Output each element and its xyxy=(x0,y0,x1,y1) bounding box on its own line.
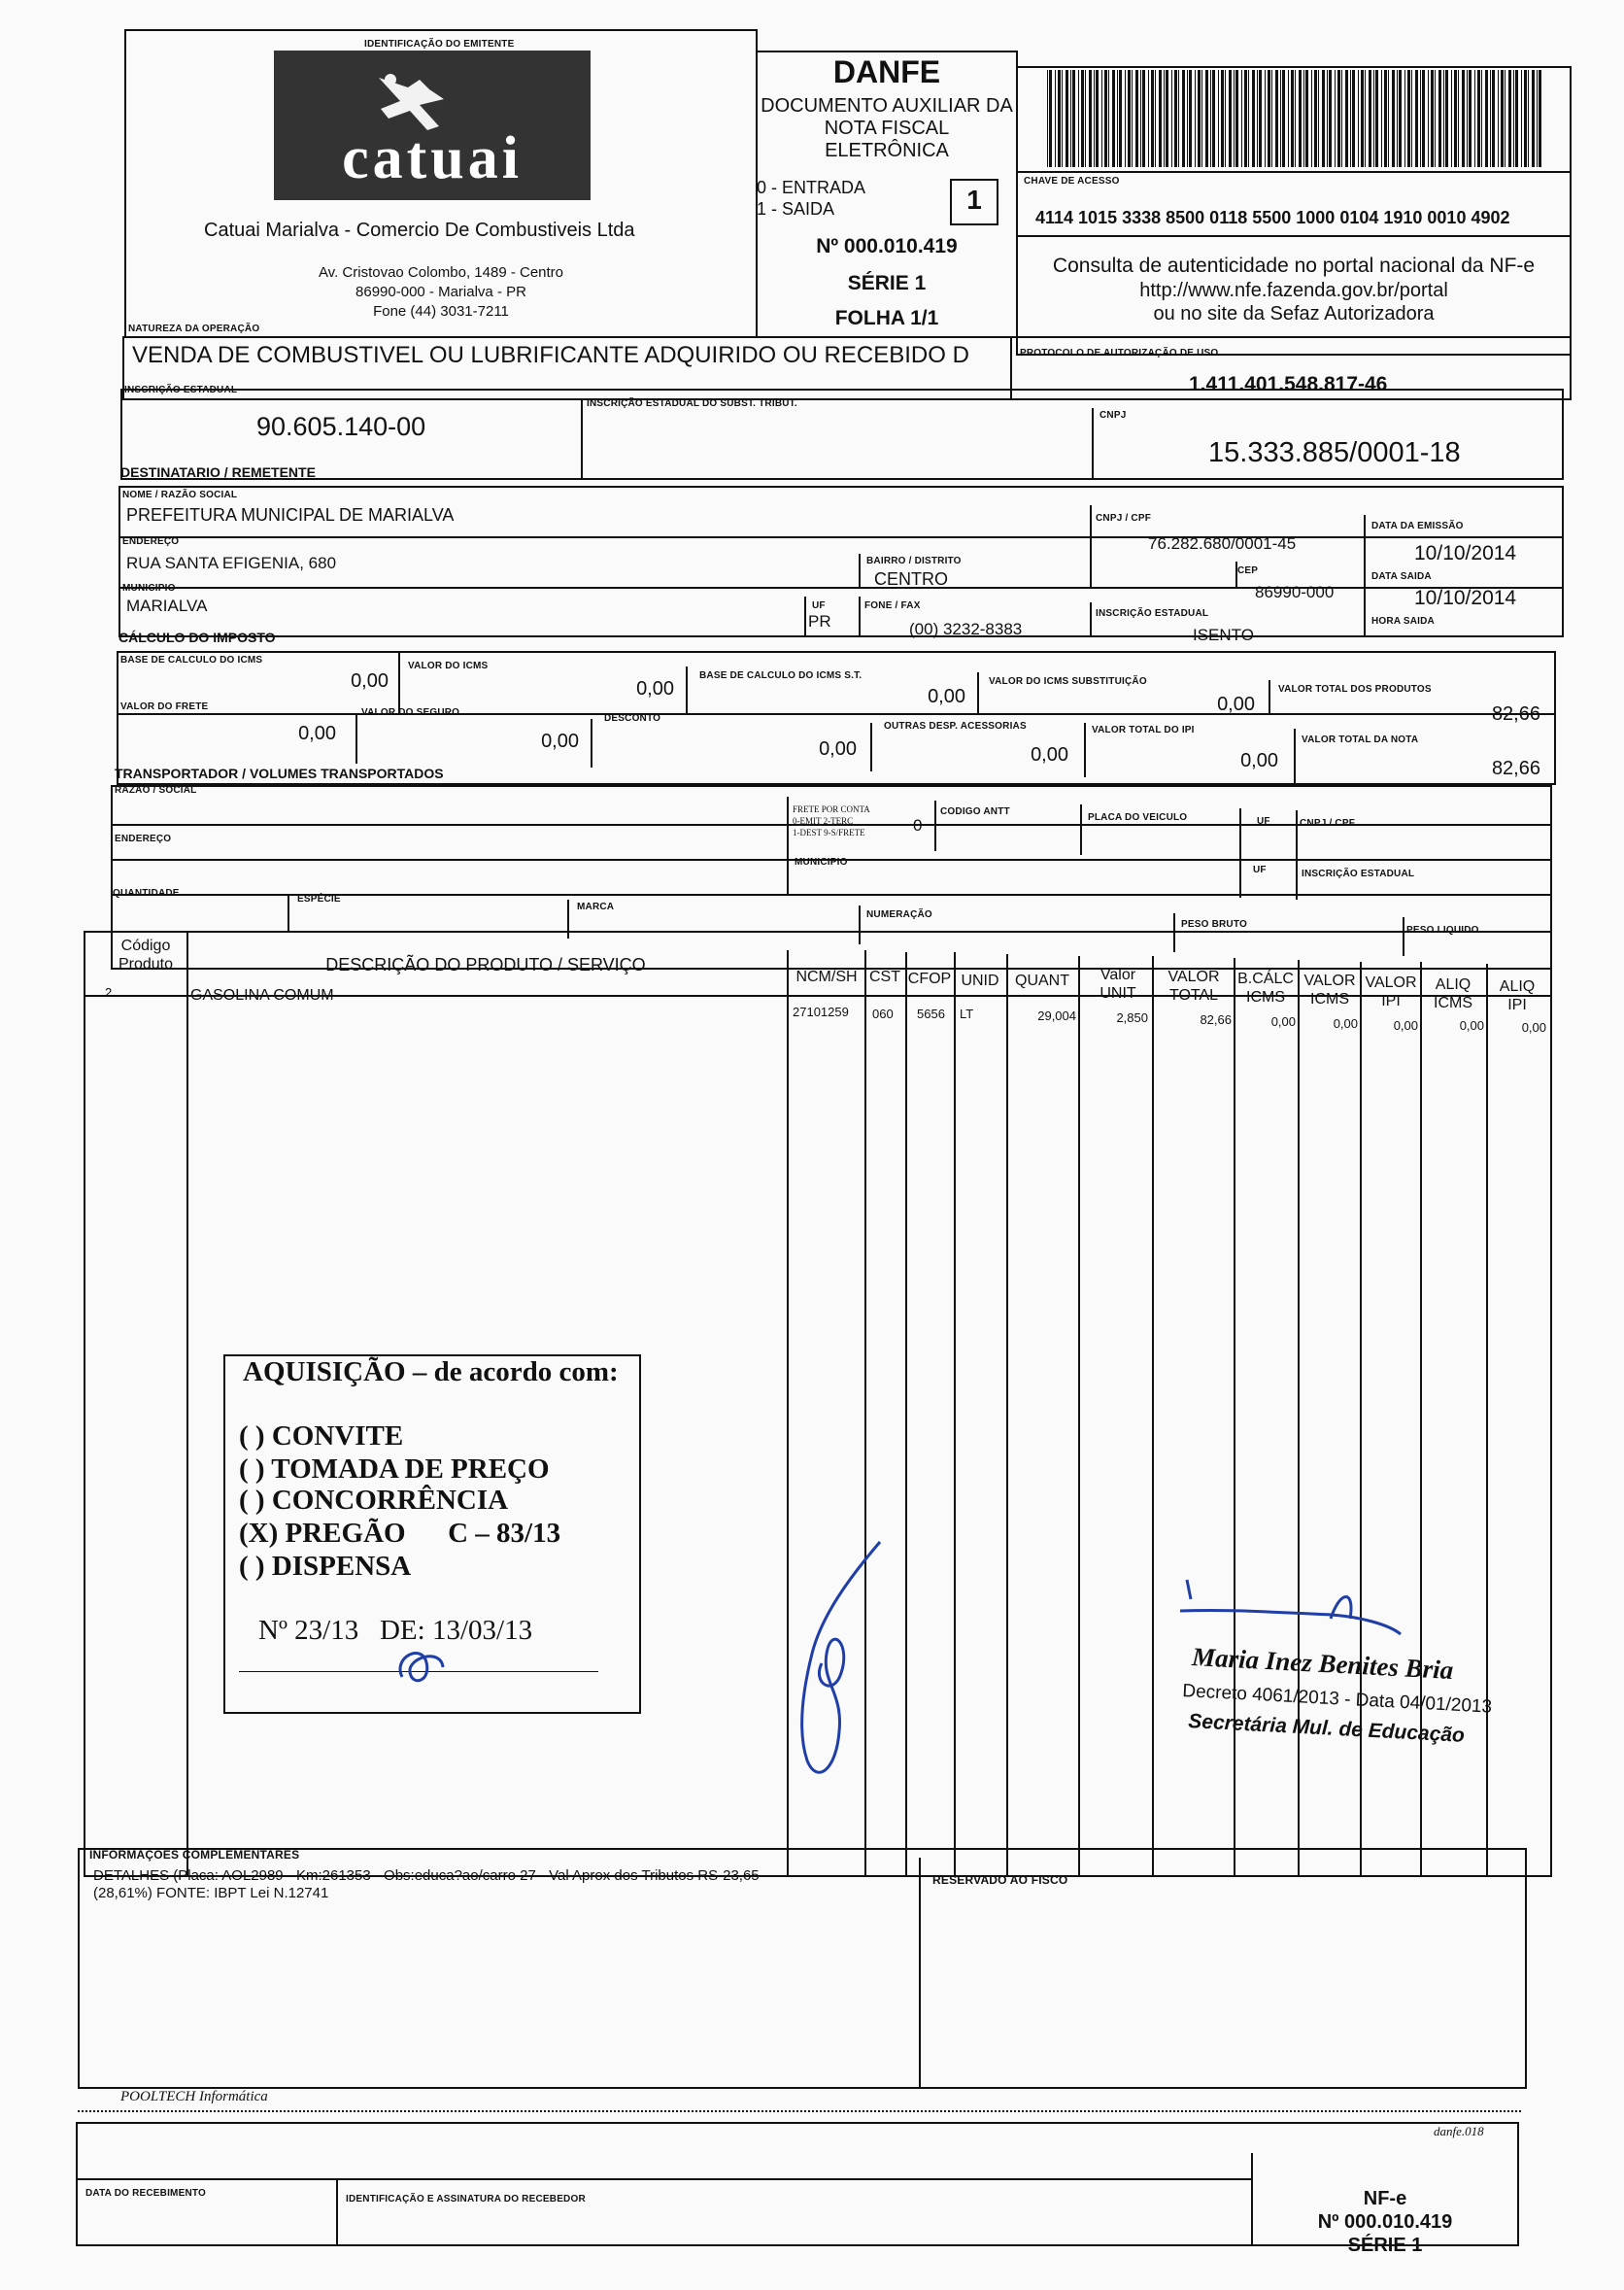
dest-cnpj-label: CNPJ / CPF xyxy=(1096,513,1152,524)
natureza-label: NATUREZA DA OPERAÇÃO xyxy=(128,324,260,334)
dest-fone: (00) 3232-8383 xyxy=(909,620,1023,638)
stamp-pregao: (X) PREGÃO C – 83/13 xyxy=(239,1518,561,1549)
outras-label: OUTRAS DESP. ACESSORIAS xyxy=(884,721,1027,732)
catuai-logo xyxy=(274,51,591,200)
danfe-code: danfe.018 xyxy=(1434,2124,1484,2138)
dest-endereco: RUA SANTA EFIGENIA, 680 xyxy=(126,554,337,572)
dest-nome: PREFEITURA MUNICIPAL DE MARIALVA xyxy=(126,505,455,525)
info-l1: DETALHES (Placa: AOL2989 - Km:261353 - Obs:educa?ao/carro 27 - Val Aprox dos Tributos RS-23,65 xyxy=(93,1867,760,1884)
row-bcalc: 0,00 xyxy=(1270,1014,1296,1029)
col-cst: CST xyxy=(869,969,900,985)
canhoto-serie: SÉRIE 1 xyxy=(1347,2235,1423,2256)
chave-url: http://www.nfe.fazenda.gov.br/portal xyxy=(1139,280,1448,301)
imposto-section: CÁLCULO DO IMPOSTO xyxy=(118,630,276,645)
dest-ie: ISENTO xyxy=(1193,626,1254,644)
danfe-serie: SÉRIE 1 xyxy=(847,272,927,294)
danfe-entrada: 0 - ENTRADA xyxy=(757,178,866,197)
dest-nome-label: NOME / RAZÃO SOCIAL xyxy=(122,490,238,500)
logo-text: catuai xyxy=(342,125,523,191)
danfe-tipo: 1 xyxy=(966,185,982,215)
transportador-section: TRANSPORTADOR / VOLUMES TRANSPORTADOS xyxy=(115,766,444,781)
dest-saida-label: DATA SAIDA xyxy=(1371,571,1432,582)
stamp-tomada: ( ) TOMADA DE PREÇO xyxy=(239,1453,550,1485)
base-st: 0,00 xyxy=(928,686,965,707)
seguro-label: VALOR DO SEGURO xyxy=(361,707,460,718)
marca-label: MARCA xyxy=(577,902,615,912)
col-cfop: CFOP xyxy=(907,971,952,987)
destinatario-section: DESTINATARIO / REMETENTE xyxy=(120,464,316,480)
barcode xyxy=(1047,70,1548,167)
dest-ie-label: INSCRIÇÃO ESTADUAL xyxy=(1096,608,1209,619)
stamp-dispensa: ( ) DISPENSA xyxy=(239,1551,412,1582)
col-quant: QUANT xyxy=(1015,973,1069,989)
dest-fone-label: FONE / FAX xyxy=(864,600,921,611)
row-vtotal: 82,66 xyxy=(1200,1012,1232,1027)
numeracao-label: NUMERAÇÃO xyxy=(866,909,932,920)
total-nota-label: VALOR TOTAL DA NOTA xyxy=(1302,735,1419,745)
dest-endereco-label: ENDEREÇO xyxy=(122,536,180,547)
row-vunit: 2,850 xyxy=(1116,1010,1148,1025)
col-bcalc: B.CÁLC ICMS xyxy=(1237,971,1294,1006)
stamp-numero: Nº 23/13 DE: 13/03/13 xyxy=(258,1615,533,1646)
icms-sub-label: VALOR DO ICMS SUBSTITUIÇÃO xyxy=(989,676,1147,687)
row-ncm: 27101259 xyxy=(793,1005,849,1019)
icms-sub: 0,00 xyxy=(1217,694,1255,715)
dest-uf-label: UF xyxy=(812,600,826,611)
transp-uf-label: UF xyxy=(1257,816,1270,827)
emitente-address: Av. Cristovao Colombo, 1489 - Centro xyxy=(318,264,564,281)
row-cfop: 5656 xyxy=(917,1007,945,1021)
signature-handwriting-icon xyxy=(1175,1570,1408,1648)
chave-consulta: Consulta de autenticidade no portal nacional da NF-e xyxy=(1052,255,1536,277)
col-vtotal: VALOR TOTAL xyxy=(1167,969,1220,1004)
stamp-convite: ( ) CONVITE xyxy=(239,1420,404,1452)
pooltech-credit: POOLTECH Informática xyxy=(120,2089,268,2104)
fisco-label: RESERVADO AO FISCO xyxy=(932,1873,1068,1887)
transp-uf2-label: UF xyxy=(1253,865,1267,875)
col-unid: UNID xyxy=(961,973,999,989)
dest-cep: 86990-000 xyxy=(1255,583,1335,601)
danfe-subtitle: DOCUMENTO AUXILIAR DA NOTA FISCAL ELETRÔNICA xyxy=(761,95,1013,161)
natureza-value: VENDA DE COMBUSTIVEL OU LUBRIFICANTE ADQUIRIDO OU RECEBIDO D xyxy=(132,342,969,368)
placa-label: PLACA DO VEICULO xyxy=(1088,812,1188,823)
stamp-initials-icon xyxy=(383,1638,460,1696)
emitente-city: 86990-000 - Marialva - PR xyxy=(355,284,526,300)
signer-decreto: Decreto 4061/2013 - Data 04/01/2013 xyxy=(1181,1681,1493,1718)
danfe-saida: 1 - SAIDA xyxy=(757,199,835,219)
dest-emissao-label: DATA DA EMISSÃO xyxy=(1371,521,1464,531)
info-label: INFORMAÇÕES COMPLEMENTARES xyxy=(89,1848,300,1862)
chave-label: CHAVE DE ACESSO xyxy=(1024,176,1120,187)
row-quant: 29,004 xyxy=(1037,1008,1076,1023)
transp-ie-label: INSCRIÇÃO ESTADUAL xyxy=(1302,869,1415,879)
col-aliq-ipi: ALIQ IPI xyxy=(1499,978,1536,1013)
protocolo-label: PROTOCOLO DE AUTORIZAÇÃO DE USO xyxy=(1020,348,1219,359)
ipi-label: VALOR TOTAL DO IPI xyxy=(1092,725,1195,735)
protocolo-value: 1.411.401.548.817-46 xyxy=(1189,373,1388,395)
ie-label: INSCRIÇÃO ESTADUAL xyxy=(124,385,238,395)
info-l2: (28,61%) FONTE: IBPT Lei N.12741 xyxy=(93,1885,329,1901)
dest-emissao: 10/10/2014 xyxy=(1414,542,1517,564)
valor-icms-label: VALOR DO ICMS xyxy=(408,661,489,671)
row-cst: 060 xyxy=(872,1007,894,1021)
total-prod-label: VALOR TOTAL DOS PRODUTOS xyxy=(1278,684,1432,695)
row-vipi: 0,00 xyxy=(1393,1018,1418,1033)
frete: 0,00 xyxy=(298,723,336,744)
danfe-title: DANFE xyxy=(832,54,941,89)
signer-cargo: Secretária Mul. de Educação xyxy=(1187,1710,1466,1747)
ipi: 0,00 xyxy=(1240,750,1278,771)
dest-uf: PR xyxy=(808,612,831,631)
emitente-phone: Fone (44) 3031-7211 xyxy=(373,303,509,320)
frete-l2: 0-EMIT 2-TERC xyxy=(793,816,854,826)
stamp-concorrencia: ( ) CONCORRÊNCIA xyxy=(239,1485,509,1516)
danfe-numero: Nº 000.010.419 xyxy=(816,235,958,257)
frete-l1: FRETE POR CONTA xyxy=(793,804,870,814)
chave-sefaz: ou no site da Sefaz Autorizadora xyxy=(1153,303,1435,325)
emitente-name: Catuai Marialva - Comercio De Combustiveis Ltda xyxy=(204,220,635,241)
danfe-folha: FOLHA 1/1 xyxy=(834,307,939,329)
col-vunit: Valor UNIT xyxy=(1100,967,1136,1002)
antt-label: CODIGO ANTT xyxy=(940,806,1010,817)
desconto: 0,00 xyxy=(819,738,857,760)
seguro: 0,00 xyxy=(541,731,579,752)
dest-cnpj: 76.282.680/0001-45 xyxy=(1148,534,1297,553)
frete-label: VALOR DO FRETE xyxy=(120,701,209,712)
row-unid: LT xyxy=(960,1007,974,1021)
signature-scribble-icon xyxy=(783,1537,899,1790)
ie-st-label: INSCRIÇÃO ESTADUAL DO SUBST. TRIBUT. xyxy=(587,398,797,409)
valor-icms: 0,00 xyxy=(636,678,674,700)
ie-value: 90.605.140-00 xyxy=(256,412,426,441)
recebimento-label: DATA DO RECEBIMENTO xyxy=(85,2188,206,2199)
dest-cep-label: CEP xyxy=(1237,565,1259,576)
peso-bruto-label: PESO BRUTO xyxy=(1181,919,1247,930)
frete-l3: 1-DEST 9-S/FRETE xyxy=(793,828,865,837)
dest-municipio-label: MUNICIPIO xyxy=(122,583,176,594)
row-descricao: GASOLINA COMUM xyxy=(190,987,334,1004)
total-nota: 82,66 xyxy=(1491,758,1540,779)
row-aliq-ipi: 0,00 xyxy=(1521,1020,1546,1035)
col-vicms: VALOR ICMS xyxy=(1303,973,1356,1008)
col-aliq-icms: ALIQ ICMS xyxy=(1434,976,1472,1011)
base-st-label: BASE DE CALCULO DO ICMS S.T. xyxy=(699,670,863,681)
chave-value: 4114 1015 3338 8500 0118 5500 1000 0104 1910 0010 4902 xyxy=(1035,208,1510,227)
transp-endereco-label: ENDEREÇO xyxy=(115,834,172,844)
stamp-title: AQUISIÇÃO – de acordo com: xyxy=(243,1356,619,1387)
cut-line xyxy=(78,2110,1521,2112)
canhoto-nfe: NF-e xyxy=(1363,2188,1407,2209)
col-ncm: NCM/SH xyxy=(795,969,858,985)
row-vicms: 0,00 xyxy=(1333,1016,1358,1031)
total-prod: 82,66 xyxy=(1491,703,1540,725)
dest-saida: 10/10/2014 xyxy=(1414,587,1517,609)
transp-cnpj-label: CNPJ / CPF xyxy=(1300,818,1356,829)
ident-recebedor-label: IDENTIFICAÇÃO E ASSINATURA DO RECEBEDOR xyxy=(346,2194,586,2205)
canhoto-numero: Nº 000.010.419 xyxy=(1317,2211,1453,2233)
dest-municipio: MARIALVA xyxy=(126,597,208,615)
signer-name: Maria Inez Benites Bria xyxy=(1191,1642,1454,1686)
desconto-label: DESCONTO xyxy=(604,713,661,724)
col-codigo: Código Produto xyxy=(118,938,174,973)
row-aliq-icms: 0,00 xyxy=(1459,1018,1484,1033)
peso-liquido-label: PESO LIQUIDO xyxy=(1406,925,1479,936)
transp-municipio-label: MUNICIPIO xyxy=(795,857,848,868)
cnpj-emitente-label: CNPJ xyxy=(1100,410,1127,421)
col-vipi: VALOR IPI xyxy=(1365,974,1417,1009)
col-descricao: DESCRIÇÃO DO PRODUTO / SERVIÇO xyxy=(325,955,646,974)
dest-bairro-label: BAIRRO / DISTRITO xyxy=(866,556,962,566)
emitente-label: IDENTIFICAÇÃO DO EMITENTE xyxy=(364,39,515,50)
base-icms-label: BASE DE CALCULO DO ICMS xyxy=(120,655,263,666)
frete-val: 0 xyxy=(913,816,923,835)
especie-label: ESPÉCIE xyxy=(297,894,341,905)
base-icms: 0,00 xyxy=(351,670,389,692)
cnpj-emitente-value: 15.333.885/0001-18 xyxy=(1208,437,1461,468)
transp-razao-label: RAZÃO / SOCIAL xyxy=(115,785,197,796)
qtd-label: QUANTIDADE xyxy=(113,888,180,899)
dest-hora-label: HORA SAIDA xyxy=(1371,616,1435,627)
row-codigo: 2 xyxy=(105,985,113,1000)
outras: 0,00 xyxy=(1031,744,1068,766)
dest-bairro: CENTRO xyxy=(874,569,948,589)
